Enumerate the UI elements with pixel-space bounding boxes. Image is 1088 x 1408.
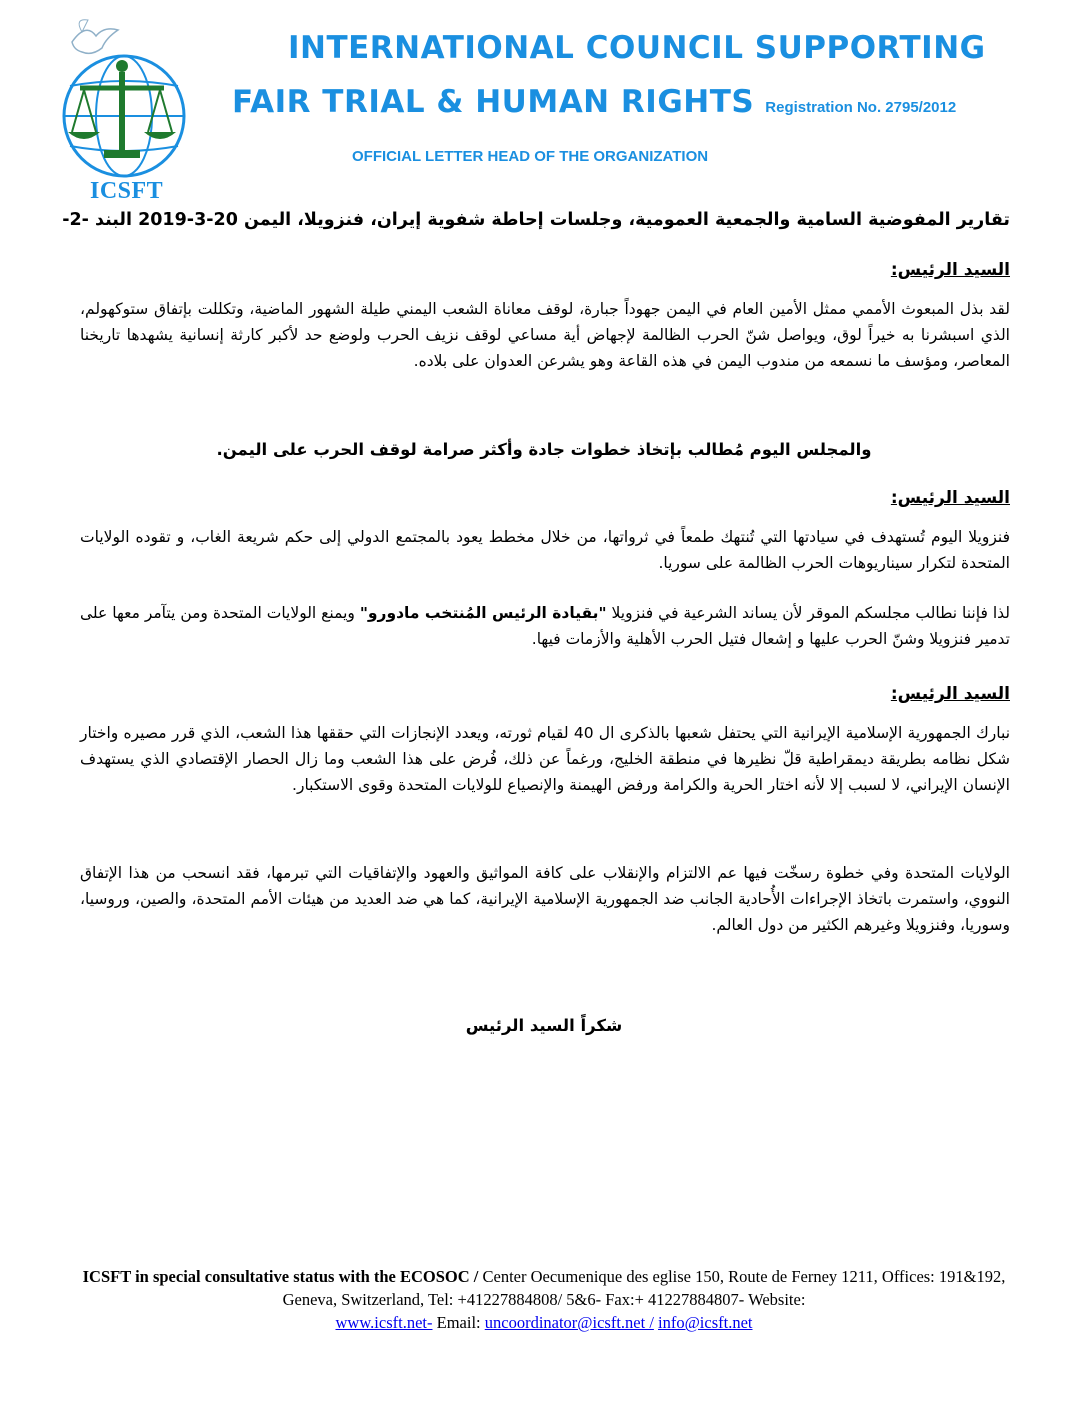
- email-label: Email:: [432, 1313, 485, 1332]
- paragraph-venezuela-1: فنزويلا اليوم تُستهدف في سيادتها التي تُنتهك طمعاً في ثرواتها، من خلال مخطط يعود بالمجتمع الدولي إلى حكم شريعة الغاب، و تقوده الولايات المتحدة لتكرار سيناريوهات الحرب الظالمة على سوريا.: [80, 528, 1010, 572]
- email-link-coordinator[interactable]: uncoordinator@icsft.net /: [484, 1313, 654, 1332]
- paragraph-iran-1: نبارك الجمهورية الإسلامية الإيرانية التي يحتفل شعبها بالذكرى ال 40 لقيام ثورته، ويعدد الإنجازات التي حققها هذا الشعب، الذي قرر مصيره واختار شكل نظامه بطريقة ديمقراطية قلّ نظيرها في منطقة الخليج، ورغماً عن ذلك، فُرض على هذا الشعب وما زال الحصار الإقتصادي الذي يستهدف الإنسان الإيراني، لا لسبب إلا لأنه اختار الحرية والكرامة ورفض الهيمنة والإنصياع للولايات المتحدة وقوى الاستكبار.: [80, 724, 1011, 794]
- dove-scales-globe-icon: [52, 14, 212, 204]
- paragraph-iran-2: الولايات المتحدة وفي خطوة رسخّت فيها عم الالتزام والإنقلاب على كافة المواثيق والعهود والإتفاقيات التي تبرمها، فقد انسحب من هذا الإتفاق النووي، واستمرت باتخاذ الإجراءات الأُحادية الجانب ضد الجمهورية الإسلامية الإيرانية، كما هي ضد العديد من هيئات الأمم المتحدة، والصين، وروسيا، وسوريا، وفنزويلا وغيرهم الكثير من دول العالم.: [80, 864, 1010, 934]
- organization-logo: [52, 14, 212, 204]
- website-link[interactable]: www.icsft.net-: [335, 1313, 433, 1332]
- salutation-1: السيد الرئيس:: [890, 260, 1010, 280]
- email-link-info[interactable]: info@icsft.net: [658, 1313, 753, 1332]
- organization-name-line1: INTERNATIONAL COUNCIL SUPPORTING: [288, 30, 986, 66]
- yemen-emphasis: والمجلس اليوم مُطالب بإتخاذ خطوات جادة وأكثر صرامة لوقف الحرب على اليمن.: [216, 440, 872, 459]
- registration-number: Registration No. 2795/2012: [765, 99, 957, 116]
- paragraph-venezuela-2: [80, 600, 1010, 652]
- salutation-3: السيد الرئيس:: [890, 684, 1010, 704]
- organization-name-line2: [232, 84, 956, 120]
- footer-address: Center Oecumenique des eglise 150, Route de Ferney 1211, Offices: 191&192, Geneva, Switzerland, Tel: +41227884808/ 5&6- Fax:+ 41227884807- Website:: [282, 1267, 1006, 1309]
- organization-acronym: ICSFT: [90, 178, 164, 204]
- footer-contact: [60, 1265, 1028, 1334]
- venezuela-bold-quote: "بقيادة الرئيس المُنتخب مادورو": [359, 604, 607, 622]
- footer-consultative-status: ICSFT in special consultative status with the ECOSOC /: [82, 1267, 479, 1286]
- official-letterhead-label: OFFICIAL LETTER HEAD OF THE ORGANIZATION: [352, 148, 709, 165]
- venezuela-text-after: ويمنع الولايات المتحدة ومن يتآمر معها على تدمير فنزويلا وشنّ الحرب عليها و إشعال فتيل الحرب الأهلية والأزمات فيها.: [80, 604, 1010, 648]
- salutation-2: السيد الرئيس:: [890, 488, 1010, 508]
- venezuela-text-before: لذا فإننا نطالب مجلسكم الموقر لأن يساند الشرعية في فنزويلا: [606, 604, 1010, 622]
- closing-thanks: شكراً السيد الرئيس: [465, 1016, 623, 1035]
- paragraph-yemen: لقد بذل المبعوث الأممي ممثل الأمين العام في اليمن جهوداً جبارة، لوقف معاناة الشعب اليمني طيلة الشهور الماضية، وتكللت بإتفاق ستوكهولم، الذي اسبشرنا به خيراً لوق، ويواصل شنّ الحرب الظالمة لإجهاض أية مساعي لوقف نزيف الحرب ولوضع حد لأكبر كارثة إنسانية يشهدها تاريخنا المعاصر، ومؤسف ما نسمعه من مندوب اليمن في هذه القاعة وهو يشرعن العدوان على بلاده.: [80, 300, 1010, 370]
- organization-name-text: FAIR TRIAL & HUMAN RIGHTS: [232, 84, 755, 120]
- document-heading: تقارير المفوضية السامية والجمعية العمومية، وجلسات إحاطة شفوية إيران، فنزويلا، اليمن 20-3-2019 البند -2-: [62, 210, 1010, 230]
